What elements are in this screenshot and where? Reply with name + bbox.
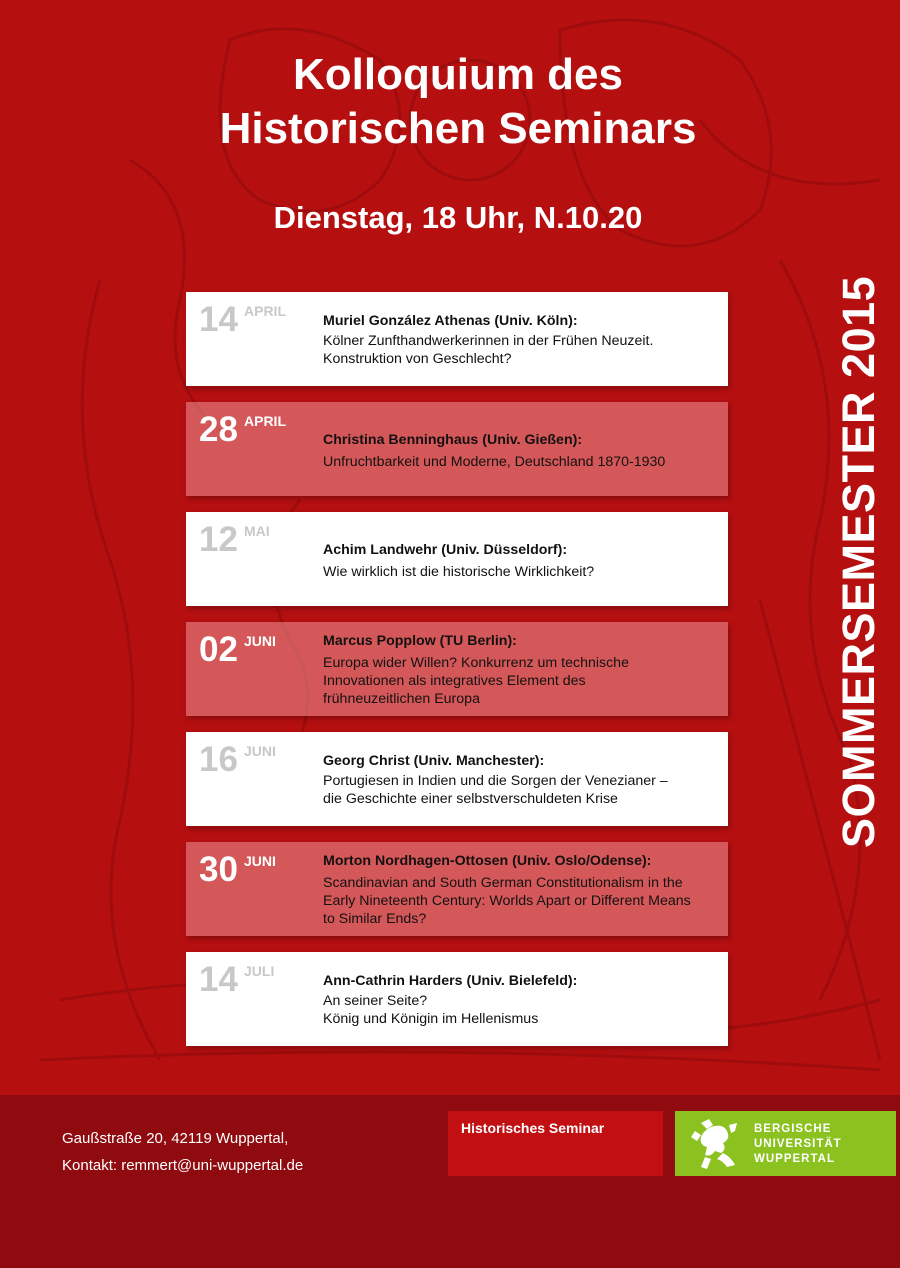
event-day: 14 (199, 300, 238, 339)
talk-line: Scandinavian and South German Constitutionalism in the (323, 875, 683, 891)
event-card (186, 622, 728, 716)
event-list (186, 292, 728, 1062)
title-line-2: Historischen Seminars (219, 104, 697, 153)
footer (0, 1095, 900, 1268)
university-name-line: BERGISCHE (754, 1123, 832, 1135)
event-talk-title (323, 453, 718, 471)
semester-label: SOMMERSEMESTER 2015 (833, 275, 884, 848)
title-line-1: Kolloquium des (293, 50, 623, 99)
talk-line: to Similar Ends? (323, 911, 427, 927)
event-card (186, 732, 728, 826)
event-day: 30 (199, 850, 238, 889)
event-month: JUNI (244, 633, 276, 649)
event-month: APRIL (244, 303, 286, 319)
talk-line: Europa wider Willen? Konkurrenz um technische (323, 655, 629, 671)
talk-line: Kölner Zunfthandwerkerinnen in der Frühen Neuzeit. (323, 333, 654, 349)
talk-line: Unfruchtbarkeit und Moderne, Deutschland 1870-1930 (323, 454, 666, 470)
talk-line: frühneuzeitlichen Europa (323, 691, 480, 707)
event-card (186, 512, 728, 606)
event-day: 12 (199, 520, 238, 559)
event-speaker: Georg Christ (Univ. Manchester): (323, 753, 545, 769)
event-speaker: Ann-Cathrin Harders (Univ. Bielefeld): (323, 973, 578, 989)
photo-credit (8, 860, 16, 1090)
event-card (186, 402, 728, 496)
event-month: JUNI (244, 743, 276, 759)
event-day: 14 (199, 960, 238, 999)
event-month: JULI (244, 963, 275, 979)
event-speaker: Muriel González Athenas (Univ. Köln): (323, 313, 578, 329)
event-speaker: Achim Landwehr (Univ. Düsseldorf): (323, 542, 568, 558)
university-name (754, 1122, 842, 1167)
event-month: APRIL (244, 413, 286, 429)
page-title (0, 48, 900, 156)
event-talk-title (323, 654, 718, 708)
talk-line: An seiner Seite? (323, 993, 428, 1009)
event-card (186, 952, 728, 1046)
event-speaker: Morton Nordhagen-Ottosen (Univ. Oslo/Odense): (323, 853, 652, 869)
event-talk-title (323, 332, 718, 368)
event-day: 16 (199, 740, 238, 779)
event-card (186, 292, 728, 386)
event-month: MAI (244, 523, 270, 539)
talk-line: Early Nineteenth Century: Worlds Apart or Different Means (323, 893, 691, 909)
event-speaker: Marcus Popplow (TU Berlin): (323, 633, 517, 649)
university-name-line: WUPPERTAL (754, 1153, 835, 1165)
talk-line: Konstruktion von Geschlecht? (323, 351, 512, 367)
talk-line: König und Königin im Hellenismus (323, 1011, 539, 1027)
talk-line: Innovationen als integratives Element des (323, 673, 586, 689)
department-box (448, 1111, 663, 1176)
address-text: Gaußstraße 20, 42119 Wuppertal, (62, 1130, 289, 1147)
event-talk-title (323, 772, 718, 808)
university-logo-box (675, 1111, 896, 1176)
heraldic-lion-icon (687, 1117, 741, 1171)
contact-text: Kontakt: remmert@uni-wuppertal.de (62, 1157, 304, 1174)
talk-line: Portugiesen in Indien und die Sorgen der Venezianer – (323, 773, 668, 789)
event-day: 28 (199, 410, 238, 449)
event-talk-title (323, 563, 718, 581)
event-talk-title (323, 992, 718, 1028)
schedule-subtitle: Dienstag, 18 Uhr, N.10.20 (273, 200, 643, 235)
event-speaker: Christina Benninghaus (Univ. Gießen): (323, 432, 583, 448)
event-day: 02 (199, 630, 238, 669)
event-talk-title (323, 874, 718, 928)
department-label: Historisches Seminar (461, 1120, 605, 1136)
talk-line: die Geschichte einer selbstverschuldeten Krise (323, 791, 618, 807)
university-name-line: UNIVERSITÄT (754, 1138, 842, 1150)
event-card (186, 842, 728, 936)
event-month: JUNI (244, 853, 276, 869)
talk-line: Wie wirklich ist die historische Wirklichkeit? (323, 564, 595, 580)
